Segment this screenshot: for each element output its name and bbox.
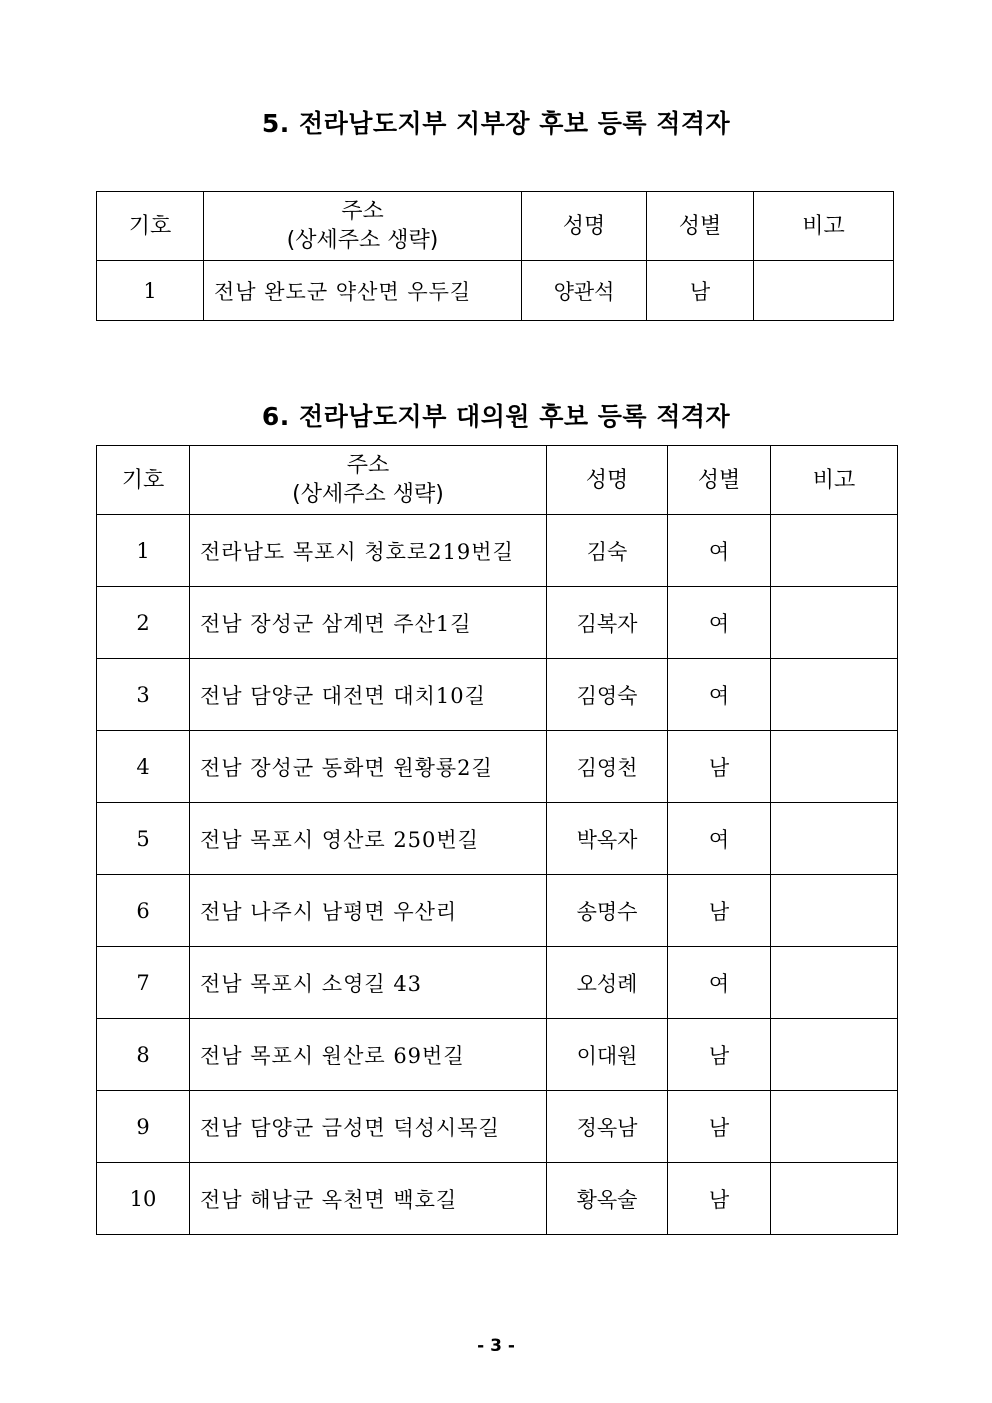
table-row (97, 1019, 898, 1091)
cell-name: 김영숙 (547, 659, 668, 731)
section6-title: 6. 전라남도지부 대의원 후보 등록 적격자 (261, 402, 731, 431)
page-number: - 3 - (477, 1336, 515, 1356)
cell-address: 전남 목포시 소영길 43 (190, 947, 547, 1019)
cell-address: 전남 목포시 원산로 69번길 (190, 1019, 547, 1091)
table-header-row (97, 446, 898, 515)
cell-note (771, 1091, 898, 1163)
cell-address: 전남 완도군 약산면 우두길 (204, 261, 522, 321)
cell-address: 전남 장성군 동화면 원황룡2길 (190, 731, 547, 803)
section5-title: 5. 전라남도지부 지부장 후보 등록 적격자 (261, 109, 731, 138)
cell-name: 양관석 (522, 261, 647, 321)
cell-no: 10 (97, 1163, 190, 1235)
header-note: 비고 (771, 446, 898, 515)
cell-address: 전남 해남군 옥천면 백호길 (190, 1163, 547, 1235)
section5-table (96, 191, 894, 321)
cell-gender: 여 (668, 587, 771, 659)
cell-name: 김영천 (547, 731, 668, 803)
cell-gender: 남 (668, 875, 771, 947)
header-no: 기호 (97, 192, 204, 261)
cell-no: 7 (97, 947, 190, 1019)
cell-note (771, 515, 898, 587)
cell-name: 이대원 (547, 1019, 668, 1091)
cell-note (771, 731, 898, 803)
cell-gender: 남 (668, 731, 771, 803)
header-note: 비고 (754, 192, 894, 261)
cell-name: 황옥술 (547, 1163, 668, 1235)
header-name: 성명 (547, 446, 668, 515)
header-address-sub: (상세주소 생략) (286, 228, 439, 253)
header-address (190, 446, 547, 515)
cell-address: 전남 목포시 영산로 250번길 (190, 803, 547, 875)
cell-note (771, 587, 898, 659)
header-gender: 성별 (668, 446, 771, 515)
cell-gender: 남 (647, 261, 754, 321)
table-row (97, 1163, 898, 1235)
table-row (97, 659, 898, 731)
cell-name: 오성례 (547, 947, 668, 1019)
cell-name: 정옥남 (547, 1091, 668, 1163)
cell-gender: 여 (668, 659, 771, 731)
cell-note (754, 261, 894, 321)
cell-address: 전라남도 목포시 청호로219번길 (190, 515, 547, 587)
cell-no: 1 (97, 515, 190, 587)
cell-no: 4 (97, 731, 190, 803)
header-address (204, 192, 522, 261)
header-name: 성명 (522, 192, 647, 261)
cell-address: 전남 나주시 남평면 우산리 (190, 875, 547, 947)
table-row (97, 731, 898, 803)
cell-no: 9 (97, 1091, 190, 1163)
cell-address: 전남 장성군 삼계면 주산1길 (190, 587, 547, 659)
cell-address: 전남 담양군 대전면 대치10길 (190, 659, 547, 731)
cell-note (771, 947, 898, 1019)
header-address-main: 주소 (346, 453, 390, 478)
header-address-sub: (상세주소 생략) (292, 482, 444, 507)
cell-gender: 남 (668, 1019, 771, 1091)
cell-no: 6 (97, 875, 190, 947)
cell-gender: 여 (668, 803, 771, 875)
cell-gender: 여 (668, 515, 771, 587)
header-address-main: 주소 (341, 199, 384, 224)
cell-note (771, 1019, 898, 1091)
cell-name: 김숙 (547, 515, 668, 587)
cell-note (771, 875, 898, 947)
table-row (97, 1091, 898, 1163)
table-row (97, 261, 894, 321)
table-row (97, 587, 898, 659)
cell-gender: 남 (668, 1163, 771, 1235)
cell-name: 김복자 (547, 587, 668, 659)
cell-no: 1 (97, 261, 204, 321)
table-header-row (97, 192, 894, 261)
cell-note (771, 1163, 898, 1235)
cell-gender: 여 (668, 947, 771, 1019)
table-row (97, 875, 898, 947)
cell-note (771, 659, 898, 731)
cell-name: 송명수 (547, 875, 668, 947)
table-row (97, 947, 898, 1019)
header-no: 기호 (97, 446, 190, 515)
cell-no: 5 (97, 803, 190, 875)
cell-name: 박옥자 (547, 803, 668, 875)
header-gender: 성별 (647, 192, 754, 261)
table-row (97, 515, 898, 587)
cell-no: 8 (97, 1019, 190, 1091)
cell-note (771, 803, 898, 875)
cell-no: 3 (97, 659, 190, 731)
table-row (97, 803, 898, 875)
cell-address: 전남 담양군 금성면 덕성시목길 (190, 1091, 547, 1163)
cell-gender: 남 (668, 1091, 771, 1163)
section6-table (96, 445, 898, 1235)
cell-no: 2 (97, 587, 190, 659)
